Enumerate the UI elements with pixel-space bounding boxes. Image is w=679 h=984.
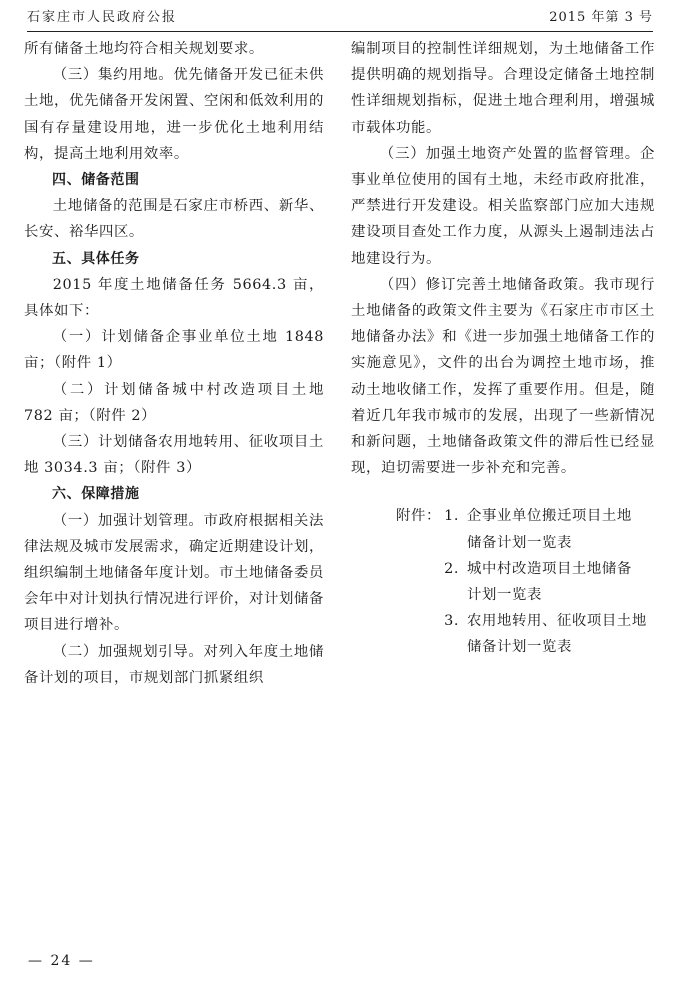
attachment-title: 储备计划一览表 bbox=[467, 639, 572, 656]
left-column bbox=[24, 36, 324, 691]
section-lead: （一）加强计划管理。 bbox=[52, 512, 204, 529]
section-lead: （二）加强规划引导。 bbox=[52, 643, 204, 660]
attachment-number: 1. bbox=[444, 508, 459, 525]
attachment-number: 3. bbox=[444, 613, 459, 630]
paragraph bbox=[351, 141, 655, 272]
page-number: — 24 — bbox=[28, 953, 95, 969]
paragraph bbox=[351, 272, 655, 482]
attachments-label: 附件： bbox=[396, 508, 441, 525]
publication-title: 石家庄市人民政府公报 bbox=[27, 10, 178, 25]
section-text: 市政府根据相关法律法规及城市发展需求，确定近期建设计划，组织编制土地储备年度计划。市土地储备委员会年中对计划执行情况进行评价，对计划储备项目进行增补。 bbox=[24, 512, 324, 634]
paragraph: （一）计划储备企事业单位土地 1848 亩；（附件 1） bbox=[24, 329, 324, 372]
paragraph bbox=[24, 508, 324, 639]
paragraph: 所有储备土地均符合相关规划要求。 bbox=[24, 41, 264, 57]
page-header bbox=[27, 5, 653, 32]
attachment-title: 城中村改造项目土地储备 bbox=[467, 560, 632, 577]
section-lead: （三）集约用地。 bbox=[52, 67, 174, 84]
attachment-item bbox=[351, 556, 655, 582]
attachment-item-continued bbox=[351, 582, 655, 608]
attachment-item bbox=[351, 608, 655, 634]
section-heading: 六、保障措施 bbox=[52, 486, 140, 503]
paragraph bbox=[24, 639, 324, 691]
attachment-title: 农用地转用、征收项目土地 bbox=[467, 613, 647, 630]
section-text: 企事业单位使用的国有土地，未经市政府批准，严禁进行开发建设。相关监察部门应加大违规建设项目查处工作力度，从源头上遏制违法占地建设行为。 bbox=[351, 145, 655, 267]
paragraph: 2015 年度土地储备任务 5664.3 亩，具体如下： bbox=[24, 276, 324, 320]
right-column bbox=[351, 36, 655, 661]
section-lead: （三）加强土地资产处置的监督管理。 bbox=[379, 145, 640, 162]
paragraph: （三）计划储备农用地转用、征收项目土地 3034.3 亩；（附件 3） bbox=[24, 434, 324, 477]
issue-number: 2015 年第 3 号 bbox=[549, 10, 653, 25]
attachment-title: 计划一览表 bbox=[467, 587, 542, 604]
section-text: 我市现行土地储备的政策文件主要为《石家庄市市区土地储备办法》和《进一步加强土地储备工作的实施意见》，文件的出台为调控土地市场，推动土地收储工作，发挥了重要作用。但是，随着近几年我市城市的发展，出现了一些新情况和新问题，土地储备政策文件的滞后性已经显现，迫切需要进一步补充和完善。 bbox=[351, 276, 656, 477]
section-lead: （四）修订完善土地储备政策。 bbox=[379, 276, 595, 293]
section-heading: 五、具体任务 bbox=[52, 250, 140, 267]
section-text: 优先储备开发已征未供土地，优先储备开发闲置、空闲和低效利用的国有存量建设用地，进一步优化土地利用结构，提高土地利用效率。 bbox=[24, 67, 324, 162]
section-heading: 四、储备范围 bbox=[52, 172, 140, 189]
attachment-number: 2. bbox=[444, 560, 459, 577]
attachments-list bbox=[351, 503, 655, 660]
paragraph: 土地储备的范围是石家庄市桥西、新华、长安、裕华四区。 bbox=[24, 198, 324, 241]
attachment-item bbox=[351, 503, 655, 529]
paragraph: （二）计划储备城中村改造项目土地 782 亩；（附件 2） bbox=[24, 381, 324, 424]
attachment-title: 储备计划一览表 bbox=[467, 534, 572, 551]
paragraph: 编制项目的控制性详细规划，为土地储备工作提供明确的规划指导。合理设定储备土地控制性详细规划指标，促进土地合理利用，增强城市载体功能。 bbox=[351, 41, 655, 136]
attachment-title: 企事业单位搬迁项目土地 bbox=[467, 508, 632, 525]
attachment-item-continued bbox=[351, 634, 655, 660]
paragraph bbox=[24, 62, 324, 167]
attachment-item-continued bbox=[351, 530, 655, 556]
section-text: 对列入年度土地储备计划的项目，市规划部门抓紧组织 bbox=[24, 643, 324, 686]
